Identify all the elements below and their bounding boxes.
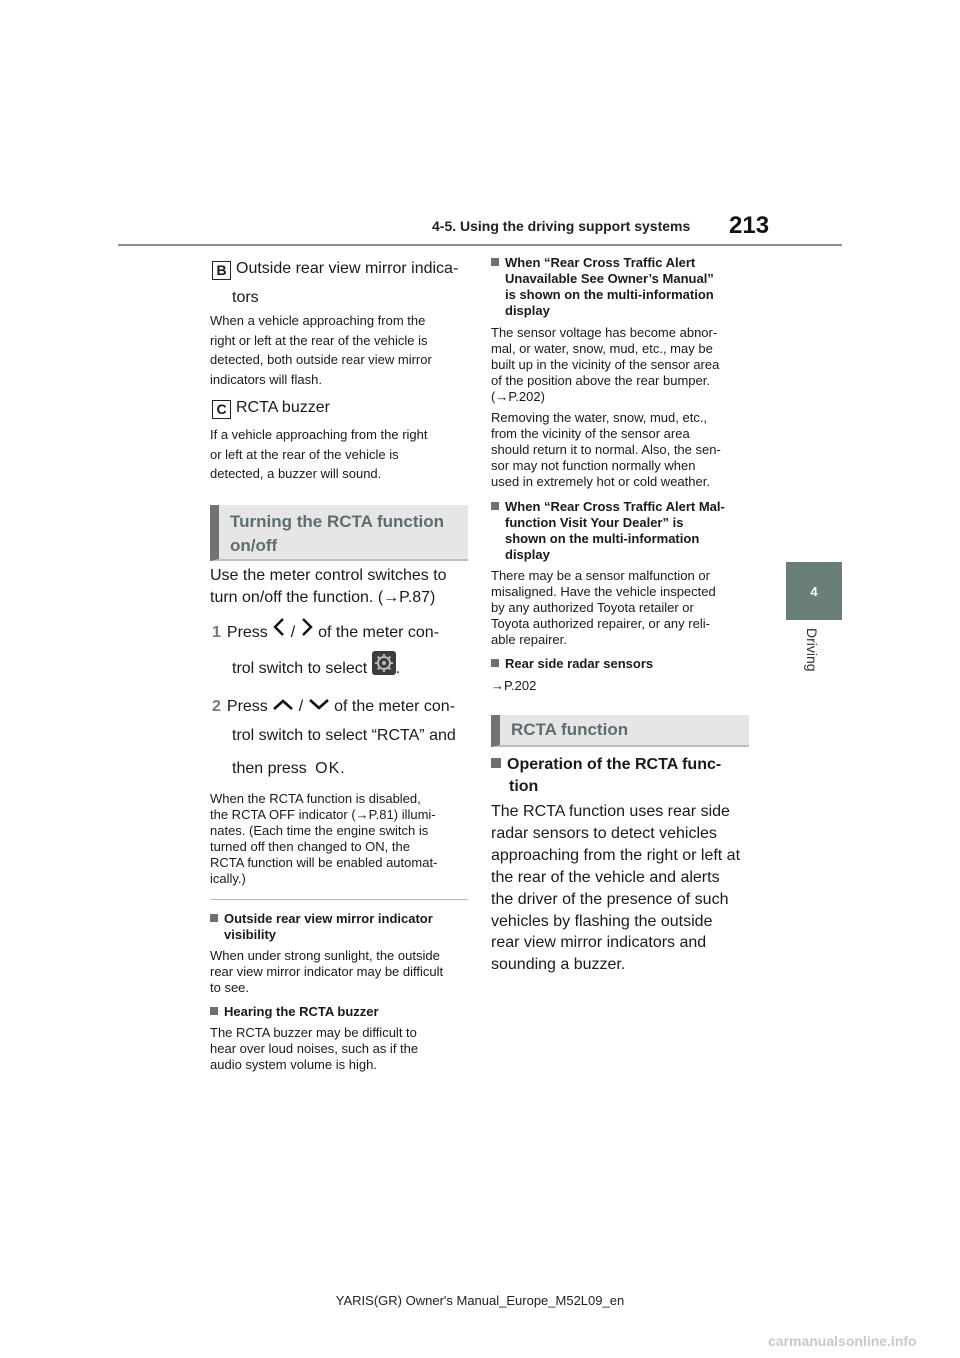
rcta-function-body: The RCTA function uses rear side radar sensors to detect vehicles approaching from the right or left at the rear of the vehicle and alerts the driver of the presence of such vehicles by flashing the outside rear view mirror indicators and sounding a buzzer. [491, 803, 741, 974]
ok-button-glyph: OK [315, 760, 341, 777]
label-c-box: C [212, 400, 231, 419]
item-b-description: When a vehicle approaching from the right or left at the rear of the vehicle is detected, both outside rear view mirror indicators will flash. [210, 313, 432, 387]
hearing-heading: Hearing the RCTA buzzer [210, 1004, 379, 1020]
header-rule [118, 244, 842, 246]
chevron-right-icon [300, 617, 314, 649]
malfunction-heading: When “Rear Cross Traffic Alert Mal- function Visit Your Dealer” is shown on the multi-information display [491, 499, 725, 563]
bullet-square-icon [491, 758, 501, 768]
page-number: 213 [729, 212, 770, 239]
item-c-description: If a vehicle approaching from the right or left at the rear of the vehicle is detected, a buzzer will sound. [210, 427, 428, 481]
section-heading-rcta-function: RCTA function [491, 715, 749, 747]
operation-subheading: Operation of the RCTA func- tion [491, 754, 721, 798]
bullet-square-icon [491, 659, 499, 667]
unavailable-body-1: The sensor voltage has become abnor- mal, or water, snow, mud, etc., may be built up in the vicinity of the sensor area of the position above the rear bumper. (→P.202) [491, 325, 720, 404]
watermark: carmanualsonline.info [768, 1333, 917, 1349]
rcta-disabled-note: When the RCTA function is disabled, the RCTA OFF indicator (→P.81) illumi- nates. (Each time the engine switch is turned off then changed to ON, the RCTA function will be enabled automat- ically.) [210, 791, 438, 886]
step-2-line3: then press OK. [232, 760, 345, 777]
footer-text: YARIS(GR) Owner's Manual_Europe_M52L09_en [335, 1293, 625, 1308]
item-b-title-cont: tors [232, 289, 259, 306]
chapter-tab [786, 562, 842, 620]
unavailable-body-2: Removing the water, snow, mud, etc., from the vicinity of the sensor area should return it to normal. Also, the sen- sor may not function normally when used in extremely hot or cold weather. [491, 410, 721, 489]
chevron-down-icon [308, 691, 330, 723]
settings-gear-icon [372, 651, 396, 687]
label-b-box: B [212, 261, 231, 280]
step-2-number: 2 [212, 698, 221, 716]
section-title: 4-5. Using the driving support systems [432, 218, 691, 234]
malfunction-body: There may be a sensor malfunction or misaligned. Have the vehicle inspected by any authorized Toyota retailer or Toyota authorized repairer, or any reli- able repairer. [491, 568, 716, 647]
step-2-line1: 2 Press / of the meter con- [212, 691, 455, 723]
chevron-up-icon [272, 691, 294, 723]
bullet-square-icon [210, 1007, 218, 1015]
bullet-square-icon [210, 914, 218, 922]
chevron-left-icon [272, 617, 286, 649]
step-1-line2: trol switch to select . [232, 651, 400, 687]
radar-ref-link[interactable]: →P.202 [491, 678, 537, 693]
item-c-title: C RCTA buzzer [212, 392, 330, 424]
radar-heading: Rear side radar sensors [491, 656, 653, 672]
section-heading-turning: Turning the RCTA function on/off [210, 505, 468, 561]
visibility-heading: Outside rear view mirror indicator visibility [210, 911, 433, 943]
turning-intro: Use the meter control switches to turn on/off the function. (→P.87) [210, 567, 447, 606]
separator-rule [210, 899, 468, 900]
step-1-number: 1 [212, 624, 221, 642]
step-1-line1: 1 Press / of the meter con- [212, 617, 439, 649]
step-2-line2: trol switch to select “RCTA” and [232, 727, 456, 744]
bullet-square-icon [491, 502, 499, 510]
visibility-body: When under strong sunlight, the outside rear view mirror indicator may be difficult to see. [210, 948, 444, 995]
item-b-title: B Outside rear view mirror indica- [212, 253, 458, 285]
bullet-square-icon [491, 258, 499, 266]
chapter-number: 4 [810, 583, 818, 599]
hearing-body: The RCTA buzzer may be difficult to hear over loud noises, such as if the audio system volume is high. [210, 1025, 419, 1072]
unavailable-heading: When “Rear Cross Traffic Alert Unavailable See Owner’s Manual” is shown on the multi-information display [491, 255, 714, 319]
chapter-name: Driving [804, 628, 820, 672]
